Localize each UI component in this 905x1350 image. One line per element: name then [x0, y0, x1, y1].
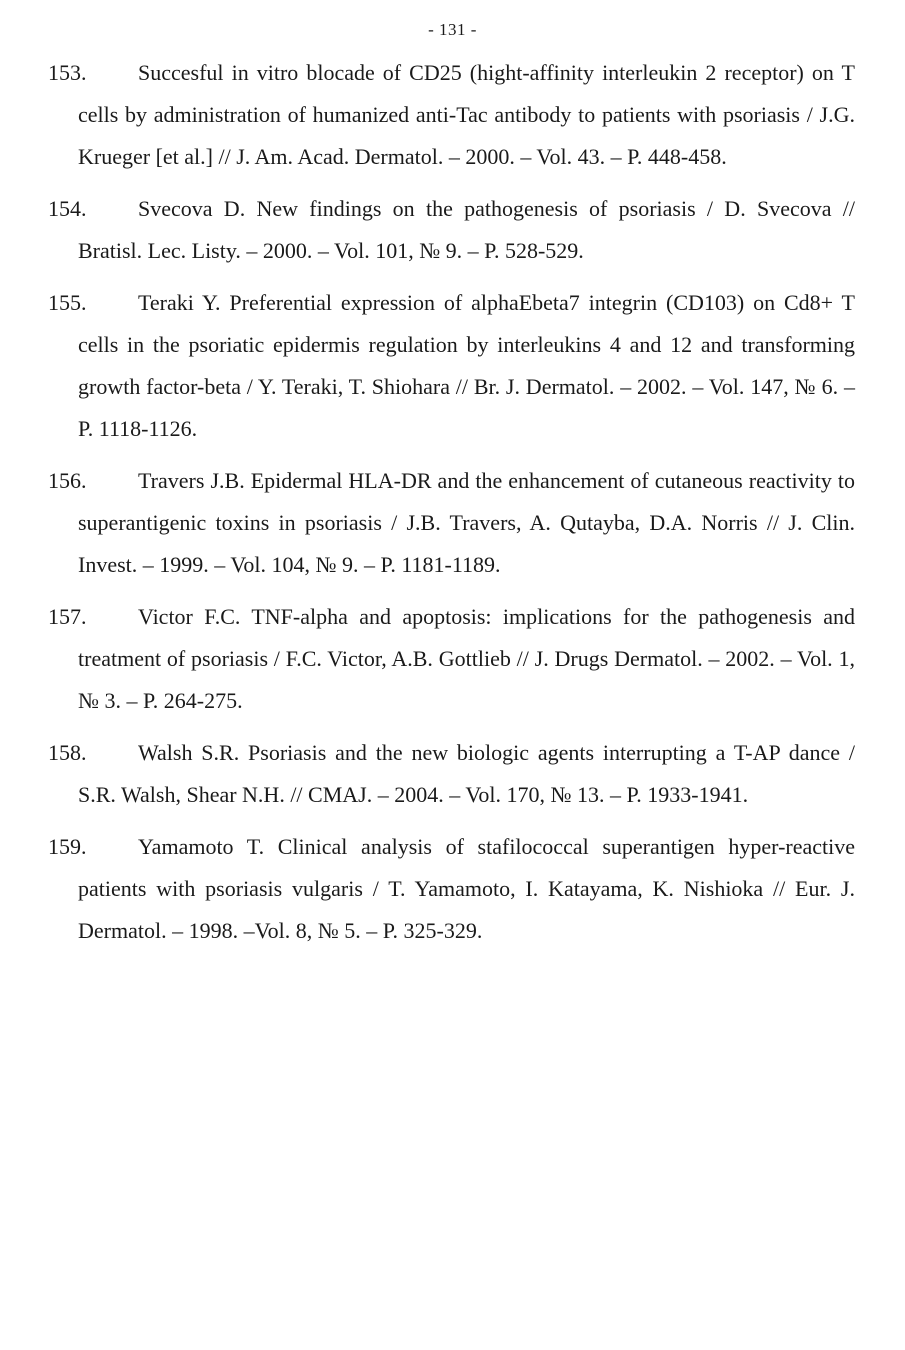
- reference-number: 155.: [48, 290, 87, 315]
- reference-number: 156.: [48, 468, 87, 493]
- reference-item: [0, 52, 905, 178]
- reference-item: [0, 732, 905, 816]
- reference-number: 158.: [48, 740, 87, 765]
- reference-number: 157.: [48, 604, 87, 629]
- reference-item: [0, 282, 905, 450]
- reference-text: Victor F.C. TNF-alpha and apoptosis: implications for the pathogenesis and treatment of psoriasis / F.C. Victor, A.B. Gottlieb // J. Drugs Dermatol. – 2002. – Vol. 1, № 3. – P. 264-275.: [78, 604, 855, 713]
- reference-item: [0, 826, 905, 952]
- reference-text: Svecova D. New findings on the pathogenesis of psoriasis / D. Svecova // Bratisl. Lec. Listy. – 2000. – Vol. 101, № 9. – P. 528-529.: [78, 196, 855, 263]
- reference-number: 159.: [48, 834, 87, 859]
- reference-text: Teraki Y. Preferential expression of alphaEbeta7 integrin (CD103) on Cd8+ T cells in the psoriatic epidermis regulation by interleukins 4 and 12 and transforming growth factor-beta / Y. Teraki, T. Shiohara // Br. J. Dermatol. – 2002. – Vol. 147, № 6. – P. 1118-1126.: [78, 290, 855, 441]
- reference-text: Travers J.B. Epidermal HLA-DR and the enhancement of cutaneous reactivity to superantigenic toxins in psoriasis / J.B. Travers, A. Qutayba, D.A. Norris // J. Clin. Invest. – 1999. – Vol. 104, № 9. – P. 1181-1189.: [78, 468, 855, 577]
- reference-item: [0, 460, 905, 586]
- reference-text: Succesful in vitro blocade of CD25 (hight-affinity interleukin 2 receptor) on T cells by administration of humanized anti-Tac antibody to patients with psoriasis / J.G. Krueger [et al.] // J. Am. Acad. Dermatol. – 2000. – Vol. 43. – P. 448-458.: [78, 60, 855, 169]
- reference-text: Yamamoto T. Clinical analysis of stafilococcal superantigen hyper-reactive patients with psoriasis vulgaris / T. Yamamoto, I. Katayama, K. Nishioka // Eur. J. Dermatol. – 1998. –Vol. 8, № 5. – P. 325-329.: [78, 834, 855, 943]
- reference-number: 154.: [48, 196, 87, 221]
- reference-text: Walsh S.R. Psoriasis and the new biologic agents interrupting a T-AP dance / S.R. Walsh, Shear N.H. // CMAJ. – 2004. – Vol. 170, № 13. – P. 1933-1941.: [78, 740, 855, 807]
- page-number: - 131 -: [428, 20, 477, 39]
- reference-number: 153.: [48, 60, 87, 85]
- reference-list: [0, 52, 905, 962]
- reference-item: [0, 188, 905, 272]
- reference-item: [0, 596, 905, 722]
